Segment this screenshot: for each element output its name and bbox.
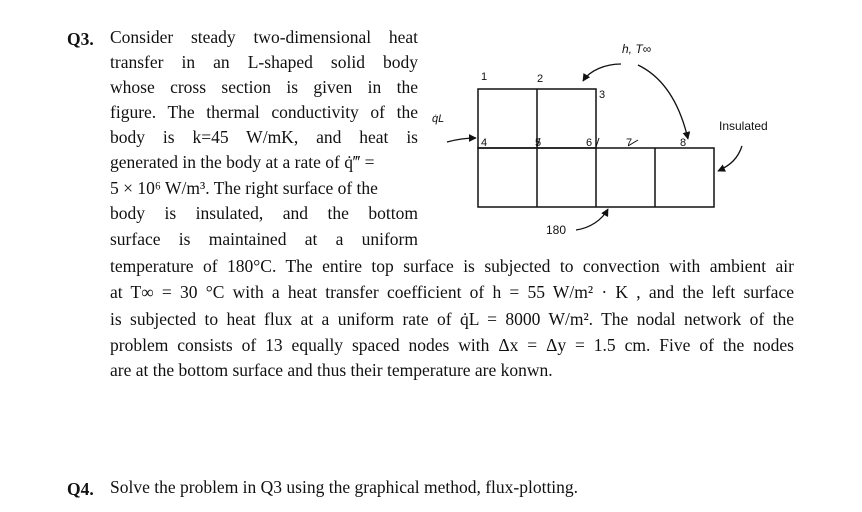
node-label-2: 2 — [537, 73, 544, 85]
question-3-number: Q3. — [67, 29, 94, 49]
insulated-label: Insulated — [719, 119, 768, 133]
node-label-8: 8 — [680, 137, 687, 149]
convection-label: h, T∞ — [622, 42, 652, 56]
convection-arrow-right-icon — [638, 65, 688, 139]
q3-line-4: figure. The thermal conductivity of the — [110, 102, 418, 122]
node-label-7: 7 — [626, 137, 633, 149]
q3-line-12: is subjected to heat flux at a uniform rate of q̇L = 8000 W/m². The nodal network of the — [110, 309, 794, 329]
q3-line-6: generated in the body at a rate of q̇‴ = — [110, 152, 375, 172]
insulated-arrow-icon — [718, 146, 742, 171]
q3-line-3: whose cross section is given in the — [110, 77, 418, 97]
heat-flux-arrow-icon — [447, 138, 476, 142]
q3-line-7: 5 × 10⁶ W/m³. The right surface of the — [110, 178, 378, 198]
q3-line-2: transfer in an L-shaped solid body — [110, 52, 418, 72]
q3-line-11: at T∞ = 30 °C with a heat transfer coefficient of h = 55 W/m² · K , and the left surface — [110, 282, 794, 302]
body-grid — [478, 89, 714, 207]
bottom-temperature-label: 180 — [546, 223, 567, 237]
node-label-6: 6 — [586, 137, 593, 149]
q3-line-13: problem consists of 13 equally spaced nodes with Δx = Δy = 1.5 cm. Five of the nodes — [110, 335, 794, 355]
q3-line-14: are at the bottom surface and thus their temperature are konwn. — [110, 360, 553, 380]
bottom-temperature-arrow-icon — [576, 209, 608, 230]
q3-line-8: body is insulated, and the bottom — [110, 203, 418, 223]
q3-line-1: Consider steady two-dimensional heat — [110, 27, 418, 47]
heat-flux-label: q̇L — [432, 113, 445, 125]
q3-line-9: surface is maintained at a uniform — [110, 229, 418, 249]
node-label-4: 4 — [481, 137, 488, 149]
q3-line-5: body is k=45 W/mK, and heat is — [110, 127, 418, 147]
question-4-number: Q4. — [67, 479, 94, 499]
node-label-3: 3 — [599, 89, 606, 101]
node-label-1: 1 — [481, 71, 488, 83]
convection-arrow-left-icon — [583, 64, 621, 81]
q3-line-10: temperature of 180°C. The entire top surface is subjected to convection with ambient air — [110, 256, 794, 276]
q4-text: Solve the problem in Q3 using the graphical method, flux-plotting. — [110, 477, 579, 497]
node-label-5: 5 — [535, 137, 542, 149]
